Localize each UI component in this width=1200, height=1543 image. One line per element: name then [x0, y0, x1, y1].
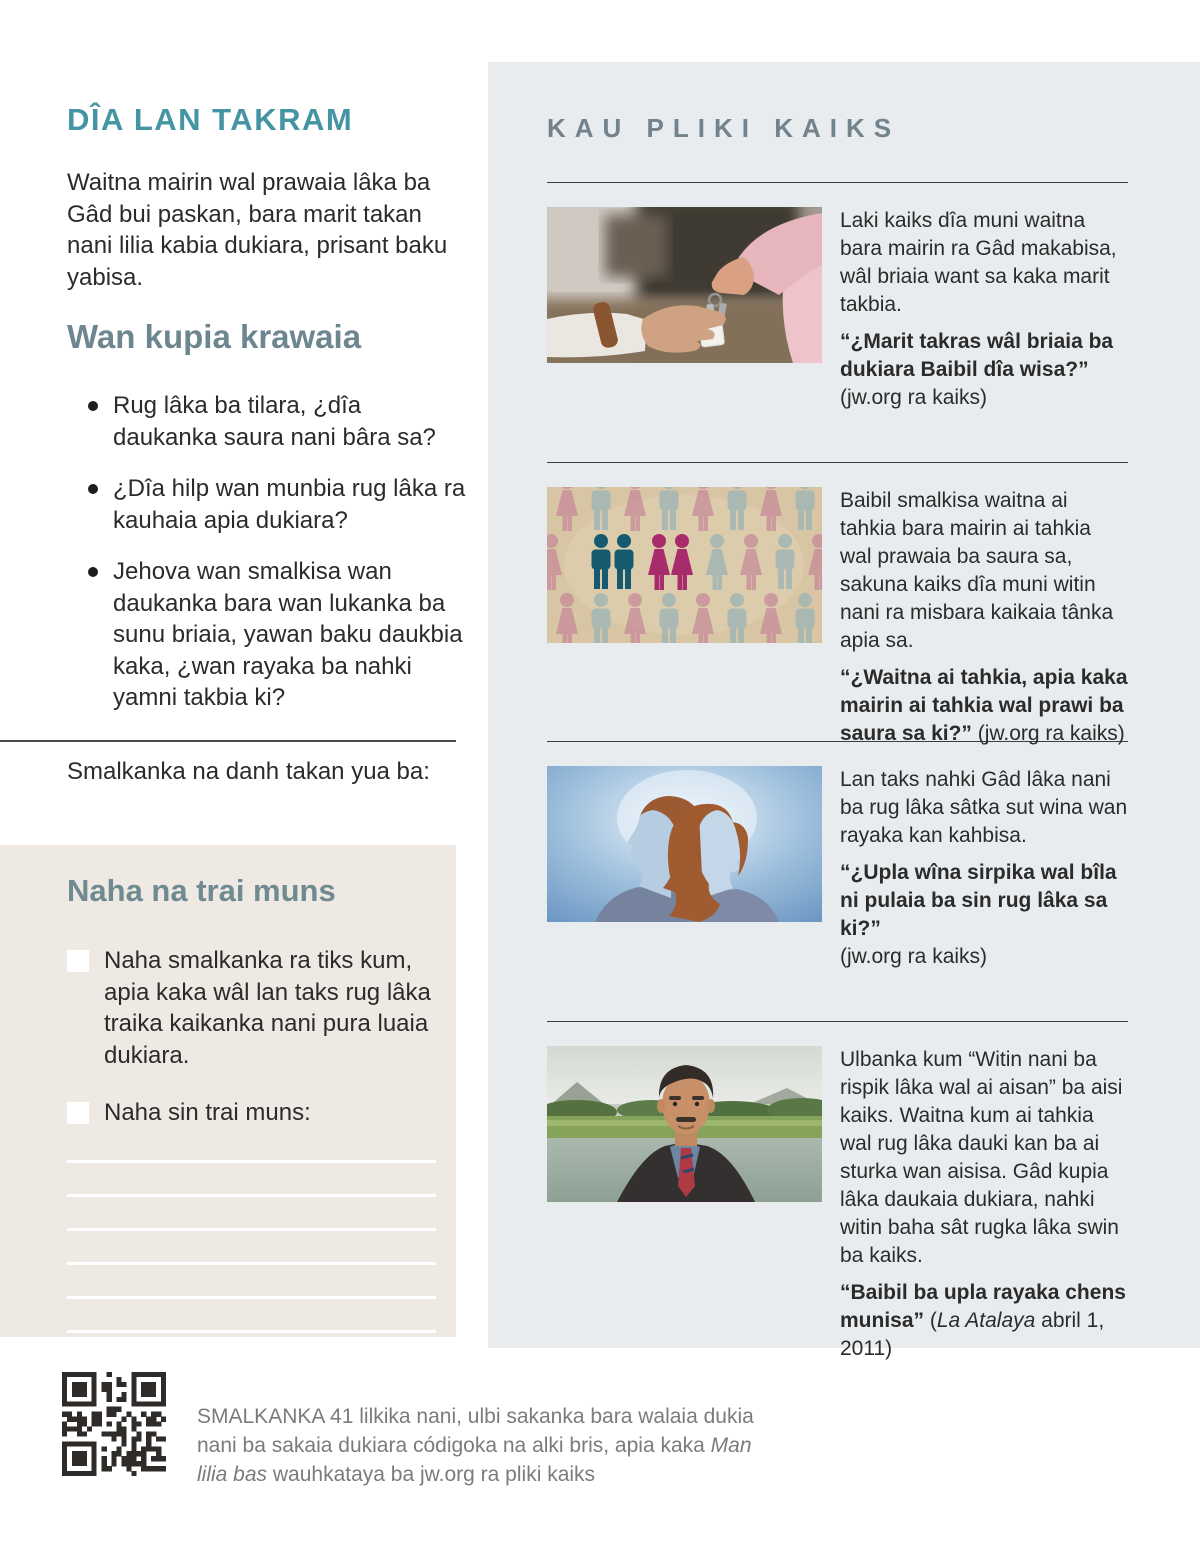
card-text: Baibil smalkisa waitna ai tahkia bara mairin ai tahkia wal prawaia ba saura sa, sakuna kaiks dîa muni witin nani ra misbara kaikaia tânka apia sa. “¿Waitna ai tahkia, apia kaka mairin ai tahkia wal prawi ba saura sa ki?” (jw.org ra kaiks)	[840, 488, 1128, 745]
card-text: Ulbanka kum “Witin nani ba rispik lâka wal ai aisan” ba aisi kaiks. Waitna kum ai tahkia wal rug lâka dauki kan ba ai sturka wan aisisa. Gâd kupia lâka daukaia dukiara, nahki witin baha sât rugka lâka swin ba kaiks. “Baibil ba upla rayaka chens munisa” (La Atalaya abril 1, 2011)	[840, 1047, 1126, 1360]
write-line	[67, 1194, 436, 1197]
goal-item: Naha sin trai muns:	[67, 1097, 436, 1129]
couple-back-to-back-illustration	[547, 766, 822, 922]
keys-handover-photo	[547, 207, 822, 363]
goal-item: Naha smalkanka ra tiks kum, apia kaka wâl lan taks rug lâka traika kaikanka nani pura luaia dukiara.	[67, 945, 436, 1071]
write-in-lines	[67, 1160, 436, 1333]
qr-code	[62, 1372, 166, 1476]
bullet-icon	[88, 484, 98, 494]
goals-box	[0, 845, 456, 1337]
goal-checkbox[interactable]	[67, 1102, 89, 1124]
card-text: Laki kaiks dîa muni waitna bara mairin ra Gâd makabisa, wâl briaia want sa kaka marit takbia. “¿Marit takras wâl briaia ba dukiara Baibil dîa wisa?” (jw.org ra kaiks)	[840, 209, 1117, 409]
write-line	[67, 1330, 436, 1333]
man-by-lake-photo	[547, 1046, 822, 1202]
intro-paragraph: Waitna mairin wal prawaia lâka ba Gâd bui paskan, bara marit takan nani lilia kabia dukiara, prisant baku yabisa.	[67, 169, 448, 291]
goal-checkbox[interactable]	[67, 950, 89, 972]
reflect-question: Jehova wan smalkisa wan daukanka bara wan lukanka ba sunu briaia, yawan baku daukbia kaka, ¿wan rayaka ba nahki yamni takbia ki?	[67, 556, 471, 714]
write-line	[67, 1160, 436, 1163]
footer-instructions: SMALKANKA 41 lilkika nani, ulbi sakanka bara walaia dukia nani ba sakaia dukiara códigoka na alki bris, apia kaka Man lilia bas wauhkataya ba jw.org ra pliki kaiks	[197, 1405, 754, 1486]
bullet-icon	[88, 401, 98, 411]
reflect-section-title: Wan kupia krawaia	[67, 318, 362, 355]
bullet-icon	[88, 567, 98, 577]
write-line	[67, 1262, 436, 1265]
page-title: DÎA LAN TAKRAM	[67, 102, 354, 137]
card-text: Lan taks nahki Gâd lâka nani ba rug lâka sâtka sut wina wan rayaka kan kahbisa. “¿Upla wîna sirpika wal bîla ni pulaia ba sin rug lâka sa ki?” (jw.org ra kaiks)	[840, 768, 1128, 968]
resource-card	[547, 1021, 1128, 1363]
completion-date-label: Smalkanka na danh takan yua ba:	[67, 758, 430, 785]
crowd-pictogram-illustration	[547, 487, 822, 643]
more-resources-panel	[488, 62, 1200, 1360]
left-section-divider	[0, 740, 456, 742]
goals-title: Naha na trai muns	[67, 873, 336, 908]
write-line	[67, 1296, 436, 1299]
resource-card	[547, 741, 1128, 1021]
panel-title: KAU PLIKI KAIKS	[547, 113, 901, 143]
reflect-question-list	[67, 390, 471, 734]
reflect-question: ¿Dîa hilp wan munbia rug lâka ra kauhaia apia dukiara?	[67, 473, 471, 536]
reflect-question: Rug lâka ba tilara, ¿dîa daukanka saura nani bâra sa?	[67, 390, 471, 453]
write-line	[67, 1228, 436, 1231]
resource-card	[547, 462, 1128, 745]
resource-card	[547, 182, 1128, 462]
